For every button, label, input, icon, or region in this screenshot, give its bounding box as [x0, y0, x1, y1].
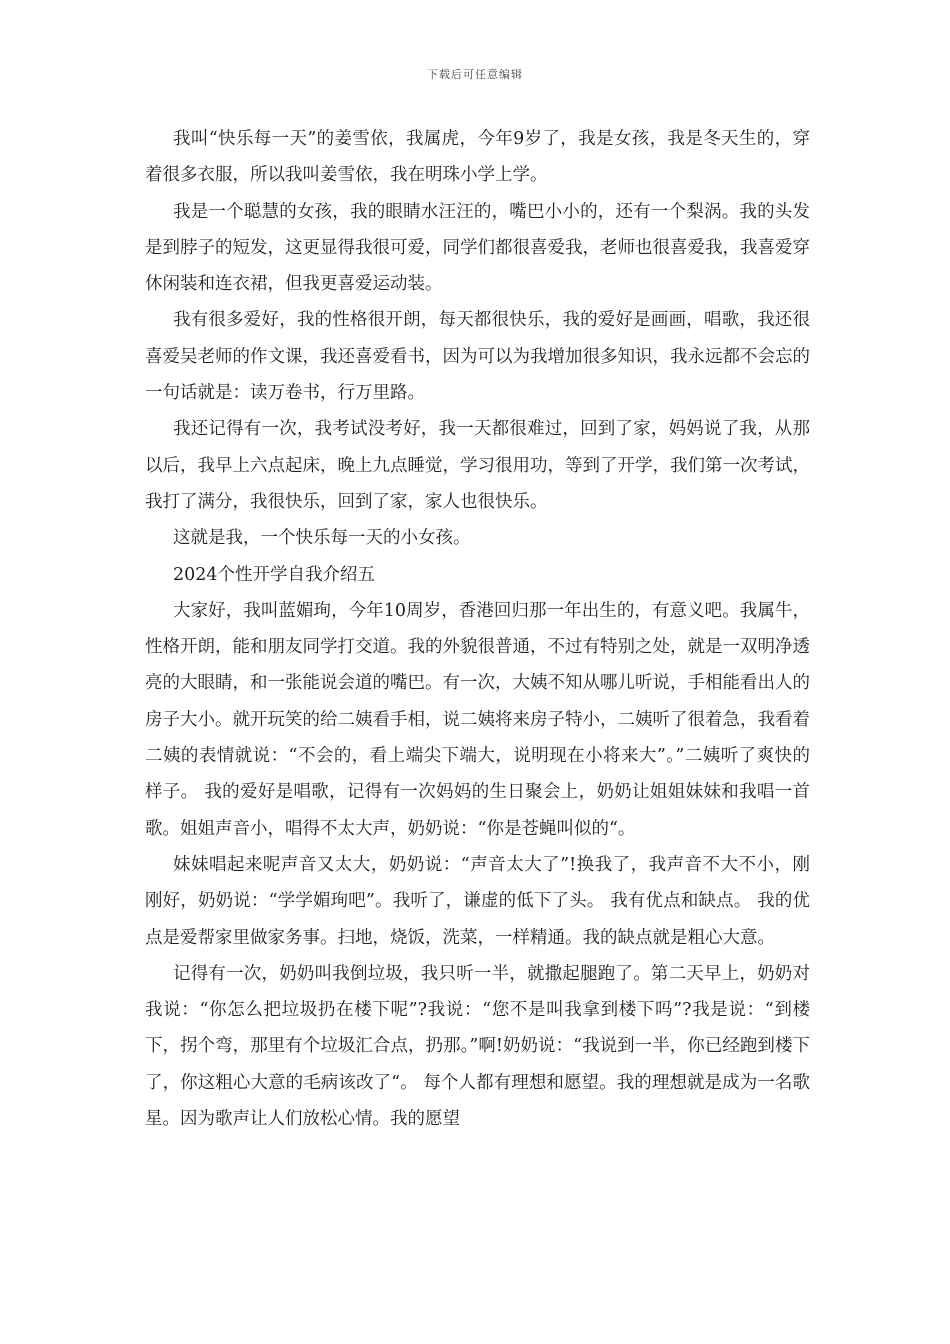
header-note: 下载后可任意编辑 — [427, 68, 523, 81]
section-heading: 2024个性开学自我介绍五 — [173, 564, 376, 585]
paragraph-5: 这就是我，一个快乐每一天的小女孩。 — [173, 528, 471, 549]
paragraph-3: 我有很多爱好，我的性格很开朗，每天都很快乐，我的爱好是画画，唱歌，我还很喜爱吴老师的作文课，我还喜爱看书，因为可以为我增加很多知识，我永远都不会忘的一句话就是：读万卷书，行万里路。 — [145, 310, 810, 404]
paragraph-6: 大家好，我叫蓝媚珣，今年10周岁，香港回归那一年出生的，有意义吧。我属牛，性格开朗，能和朋友同学打交道。我的外貌很普通，不过有特别之处，就是一双明净透亮的大眼睛，和一张能说会道的嘴巴。有一次，大姨不知从哪儿听说，手相能看出人的房子大小。就开玩笑的给二姨看手相，说二姨将来房子特小，二姨听了很着急，我看着二姨的表情就说：“不会的，看上端尖下端大，说明现在小将来大”。”二姨听了爽快的样子。 我的爱好是唱歌，记得有一次妈妈的生日聚会上，奶奶让姐姐妹妹和我唱一首歌。姐姐声音小，唱得不太大声，奶奶说：“你是苍蝇叫似的“。 — [145, 600, 810, 839]
paragraph-2: 我是一个聪慧的女孩，我的眼睛水汪汪的，嘴巴小小的，还有一个梨涡。我的头发是到脖子的短发，这更显得我很可爱，同学们都很喜爱我，老师也很喜爱我，我喜爱穿休闲装和连衣裙，但我更喜爱运动装。 — [145, 201, 810, 295]
paragraph-8: 记得有一次，奶奶叫我倒垃圾，我只听一半，就撒起腿跑了。第二天早上，奶奶对我说：“你怎么把垃圾扔在楼下呢”?我说：“您不是叫我拿到楼下吗”?我是说：“到楼下，拐个弯，那里有个垃圾汇合点，扔那。”啊!奶奶说：“我说到一半，你已经跑到楼下了，你这粗心大意的毛病该改了“。 每个人都有理想和愿望。我的理想就是成为一名歌星。因为歌声让人们放松心情。我的愿望 — [145, 963, 810, 1130]
document-body — [145, 121, 810, 1137]
paragraph-4: 我还记得有一次，我考试没考好，我一天都很难过，回到了家，妈妈说了我，从那以后，我早上六点起床，晚上九点睡觉，学习很用功，等到了开学，我们第一次考试，我打了满分，我很快乐，回到了家，家人也很快乐。 — [145, 419, 810, 512]
paragraph-1: 我叫“快乐每一天”的姜雪依，我属虎，今年9岁了，我是女孩，我是冬天生的，穿着很多衣服，所以我叫姜雪依，我在明珠小学上学。 — [145, 129, 810, 186]
paragraph-7: 妹妹唱起来呢声音又太大，奶奶说：“声音太大了”!换我了，我声音不大不小，刚刚好，奶奶说：“学学媚珣吧”。我听了，谦虚的低下了头。 我有优点和缺点。 我的优点是爱帮家里做家务事。扫地，烧饭，洗菜，一样精通。我的缺点就是粗心大意。 — [145, 854, 810, 948]
